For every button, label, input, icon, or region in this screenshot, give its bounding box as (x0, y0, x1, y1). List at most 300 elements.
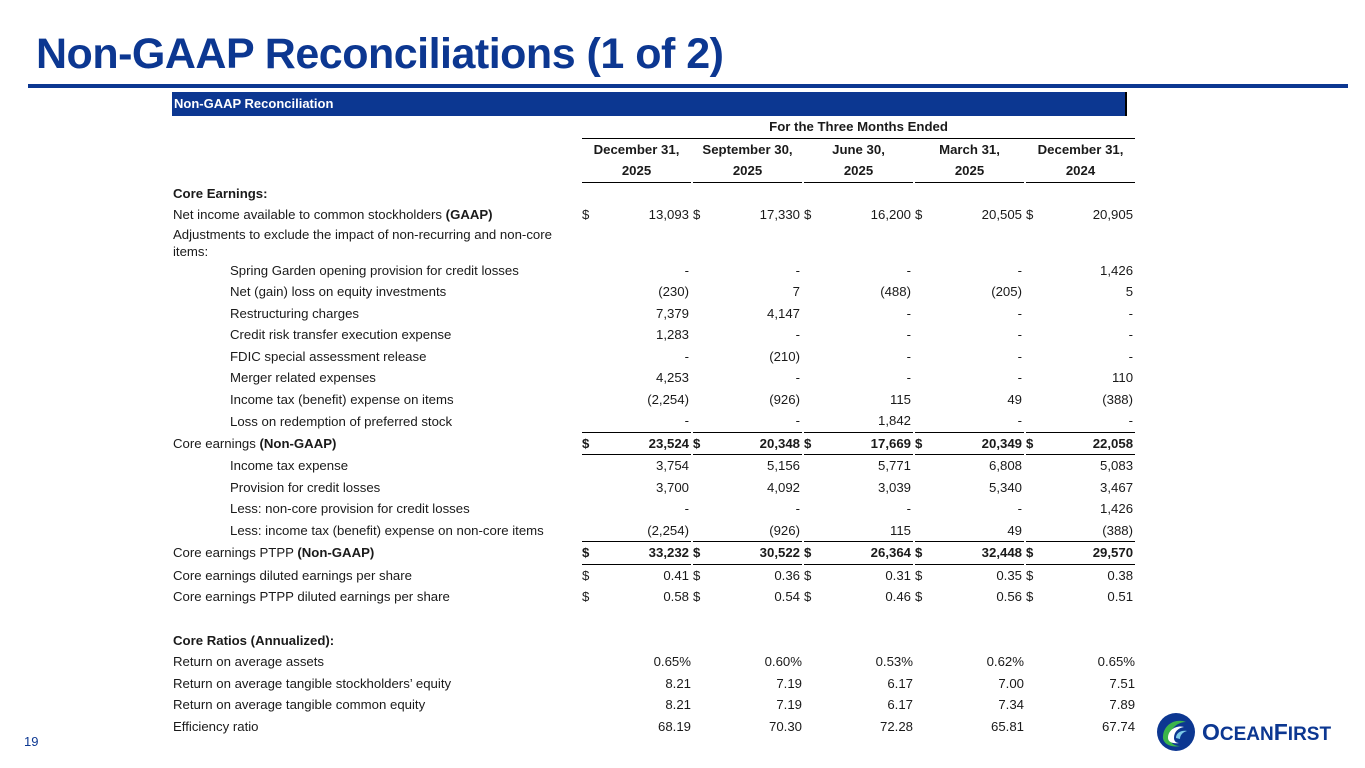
dollar-sign (915, 477, 939, 499)
row-label (172, 694, 582, 716)
row-label-text: Net income available to common stockholders (173, 207, 446, 223)
dollar-sign (804, 651, 828, 673)
dollar-sign (693, 324, 717, 346)
cell-value: 4,092 (766, 479, 800, 495)
cell-value: (388) (1102, 522, 1134, 538)
cell-value: 49 (1007, 391, 1022, 407)
dollar-sign (1026, 281, 1050, 303)
table-body (172, 116, 1135, 737)
dollar-sign (804, 324, 828, 346)
cell-value: 1,283 (655, 327, 689, 343)
cell-value: 17,669 (828, 432, 913, 455)
row-label-text: Spring Garden opening provision for credit losses (230, 262, 519, 278)
cell-value: 26,364 (828, 542, 913, 565)
dollar-sign: $ (693, 542, 717, 565)
cell-value: (2,254) (647, 391, 689, 407)
dollar-sign: $ (1026, 567, 1034, 583)
cell-value: 4,253 (655, 370, 689, 386)
row-label (172, 651, 582, 673)
column-header: September 30, (702, 141, 793, 157)
row-label (172, 303, 582, 325)
dollar-sign (582, 260, 606, 282)
row-label (172, 564, 582, 586)
cell-value: 5,156 (766, 458, 800, 474)
page-number: 19 (24, 734, 39, 749)
logo-letter-f: F (1273, 718, 1288, 745)
row-label-text: Less: income tax (benefit) expense on non-core items (230, 523, 544, 538)
row-label-text: Credit risk transfer execution expense (230, 327, 452, 343)
cell-value: - (1017, 348, 1022, 364)
cell-value: 22,058 (1050, 432, 1135, 455)
cell-value: 7.89 (1109, 697, 1136, 713)
cell-value: 0.65% (1097, 654, 1136, 670)
cell-value: - (1017, 501, 1022, 517)
cell-value: 0.56 (996, 589, 1022, 605)
dollar-sign (915, 324, 939, 346)
cell-value: 0.62% (986, 654, 1024, 670)
dollar-sign: $ (582, 542, 606, 565)
cell-value: 3,467 (1100, 479, 1134, 495)
dollar-sign (1026, 303, 1050, 325)
adjustment-row (172, 410, 1135, 432)
dollar-sign (804, 694, 828, 716)
dollar-sign: $ (1026, 589, 1034, 605)
dollar-sign (915, 260, 939, 282)
column-header-year: 2025 (915, 160, 1024, 182)
cell-value: 23,524 (606, 432, 691, 455)
cell-value: - (684, 348, 689, 364)
page-title: Non-GAAP Reconciliations (1 of 2) (36, 30, 724, 78)
dollar-sign (804, 455, 828, 477)
cell-value: 1,842 (877, 413, 911, 429)
ratio-row (172, 694, 1135, 716)
dollar-sign (582, 716, 606, 738)
ratios-heading-label: Core Ratios (Annualized): (173, 632, 335, 648)
cell-value: - (1128, 413, 1134, 429)
dollar-sign (915, 694, 939, 716)
oceanfirst-logo (1156, 712, 1331, 752)
cell-value: 13,093 (648, 207, 689, 223)
oceanfirst-wave-icon (1156, 712, 1196, 752)
dollar-sign (693, 389, 717, 411)
ptpp-item-row (172, 477, 1135, 499)
row-label (172, 367, 582, 389)
dollar-sign (915, 389, 939, 411)
cell-value: 115 (889, 522, 911, 538)
dollar-sign (582, 477, 606, 499)
cell-value: - (1017, 413, 1022, 429)
dollar-sign (804, 346, 828, 368)
row-label (172, 432, 582, 455)
reconciliation-table-container (172, 92, 1136, 737)
dollar-sign (804, 477, 828, 499)
row-label-text: Income tax expense (230, 458, 349, 473)
column-header: December 31, (1037, 141, 1124, 157)
cell-value: 29,570 (1050, 542, 1135, 565)
column-header-row-2 (172, 160, 1135, 182)
row-label (172, 204, 582, 226)
cell-value: 70.30 (768, 718, 802, 734)
dollar-sign (915, 410, 939, 432)
dollar-sign (1026, 520, 1050, 542)
reconciliation-table (172, 116, 1135, 737)
row-label-text: Efficiency ratio (173, 718, 259, 734)
cell-value: 72.28 (879, 718, 913, 734)
cell-value: - (684, 501, 689, 517)
net-income-row (172, 204, 1135, 226)
dollar-sign (804, 389, 828, 411)
dollar-sign (915, 520, 939, 542)
dollar-sign (582, 498, 606, 520)
dollar-sign (1026, 694, 1050, 716)
dollar-sign (693, 303, 717, 325)
column-header-year: 2025 (804, 160, 913, 182)
column-header-row-1 (172, 138, 1135, 160)
dollar-sign: $ (1026, 542, 1050, 565)
cell-value: 3,700 (655, 479, 689, 495)
adjustments-label: Adjustments to exclude the impact of non-recurring and non-core items: (173, 226, 552, 259)
dollar-sign (1026, 389, 1050, 411)
cell-value: 5,340 (988, 479, 1022, 495)
cell-value: 0.53% (875, 654, 913, 670)
row-label (172, 389, 582, 411)
cell-value: (926) (769, 522, 800, 538)
cell-value: 65.81 (990, 718, 1024, 734)
dollar-sign: $ (915, 567, 923, 583)
row-label (172, 324, 582, 346)
cell-value: 5,771 (877, 458, 911, 474)
cell-value: - (1017, 262, 1022, 278)
cell-value: - (684, 262, 689, 278)
row-label (172, 542, 582, 565)
dollar-sign: $ (693, 432, 717, 455)
core-ptpp-row (172, 542, 1135, 565)
row-label (172, 346, 582, 368)
dollar-sign (804, 367, 828, 389)
core-earnings-heading-label: Core Earnings: (173, 185, 268, 201)
dollar-sign (693, 367, 717, 389)
row-label (172, 673, 582, 695)
cell-value: 5,083 (1100, 458, 1134, 474)
ratios-heading (172, 630, 1135, 652)
dollar-sign (915, 716, 939, 738)
row-label (172, 716, 582, 738)
cell-value: 7.34 (998, 697, 1024, 713)
row-label-text: Core earnings (173, 435, 260, 451)
cell-value: 0.46 (885, 589, 911, 605)
title-divider (28, 84, 1348, 88)
adjustments-label-row (172, 226, 1135, 260)
table-band-title: Non-GAAP Reconciliation (172, 92, 1127, 116)
adjustment-row (172, 367, 1135, 389)
cell-value: - (795, 501, 800, 517)
dollar-sign (915, 673, 939, 695)
dollar-sign: $ (693, 589, 701, 605)
row-label-bold: (GAAP) (445, 207, 493, 223)
dollar-sign: $ (693, 207, 701, 223)
row-label-bold: (Non-GAAP) (297, 545, 375, 561)
dollar-sign: $ (582, 432, 606, 455)
dollar-sign (582, 410, 606, 432)
cell-value: 1,426 (1100, 501, 1134, 517)
dollar-sign (804, 673, 828, 695)
dollar-sign: $ (582, 207, 590, 223)
dollar-sign (1026, 324, 1050, 346)
ptpp-diluted-eps-row (172, 586, 1135, 608)
diluted-eps-row (172, 564, 1135, 586)
cell-value: - (1128, 327, 1134, 343)
row-label (172, 498, 582, 520)
row-label-text: Return on average assets (173, 654, 325, 670)
dollar-sign: $ (582, 567, 590, 583)
cell-value: - (795, 262, 800, 278)
cell-value: 16,200 (870, 207, 911, 223)
row-label (172, 520, 582, 542)
cell-value: 115 (889, 391, 911, 407)
row-label-text: Loss on redemption of preferred stock (230, 413, 453, 429)
row-label (172, 410, 582, 432)
cell-value: 7.19 (776, 675, 802, 691)
dollar-sign (804, 303, 828, 325)
cell-value: (926) (769, 391, 800, 407)
dollar-sign (1026, 260, 1050, 282)
logo-letters-irst: IRST (1287, 723, 1332, 745)
dollar-sign (1026, 716, 1050, 738)
dollar-sign (582, 520, 606, 542)
dollar-sign: $ (693, 567, 701, 583)
cell-value: 0.41 (663, 567, 689, 583)
adjustment-row (172, 303, 1135, 325)
dollar-sign (582, 455, 606, 477)
dollar-sign (915, 651, 939, 673)
dollar-sign: $ (915, 589, 923, 605)
dollar-sign (1026, 367, 1050, 389)
dollar-sign (582, 673, 606, 695)
cell-value: 3,754 (655, 458, 689, 474)
ratio-row (172, 716, 1135, 738)
adjustment-row (172, 260, 1135, 282)
spacer-row (172, 608, 1135, 630)
dollar-sign: $ (804, 542, 828, 565)
dollar-sign (804, 260, 828, 282)
cell-value: 0.54 (774, 589, 800, 605)
cell-value: - (906, 370, 911, 386)
row-label-text: Core earnings PTPP diluted earnings per share (173, 589, 450, 605)
dollar-sign: $ (915, 432, 939, 455)
row-label (172, 477, 582, 499)
logo-letter-o: O (1202, 718, 1220, 745)
ptpp-item-row (172, 498, 1135, 520)
cell-value: 7.19 (776, 697, 802, 713)
dollar-sign (1026, 346, 1050, 368)
dollar-sign: $ (915, 207, 923, 223)
cell-value: 5 (1125, 284, 1134, 300)
cell-value: 68.19 (657, 718, 691, 734)
column-header: June 30, (832, 141, 885, 157)
dollar-sign (804, 410, 828, 432)
dollar-sign: $ (804, 589, 812, 605)
row-label-text: FDIC special assessment release (230, 348, 427, 364)
dollar-sign (693, 346, 717, 368)
cell-value: - (1017, 327, 1022, 343)
dollar-sign (693, 716, 717, 738)
dollar-sign (915, 303, 939, 325)
cell-value: - (906, 327, 911, 343)
dollar-sign (582, 324, 606, 346)
adjustment-row (172, 281, 1135, 303)
dollar-sign: $ (915, 542, 939, 565)
dollar-sign (582, 367, 606, 389)
cell-value: 0.58 (663, 589, 689, 605)
cell-value: - (795, 327, 800, 343)
dollar-sign (915, 281, 939, 303)
dollar-sign (693, 651, 717, 673)
row-label-text: Merger related expenses (230, 370, 376, 386)
dollar-sign (693, 281, 717, 303)
dollar-sign (1026, 455, 1050, 477)
adjustment-row (172, 389, 1135, 411)
cell-value: - (795, 413, 800, 429)
cell-value: 0.51 (1107, 589, 1134, 605)
cell-value: 20,505 (981, 207, 1022, 223)
ptpp-item-row (172, 520, 1135, 542)
dollar-sign (582, 389, 606, 411)
dollar-sign (1026, 651, 1050, 673)
dollar-sign (582, 694, 606, 716)
row-label-text: Core earnings diluted earnings per share (173, 567, 412, 583)
dollar-sign (804, 716, 828, 738)
dollar-sign: $ (1026, 432, 1050, 455)
dollar-sign: $ (582, 589, 590, 605)
cell-value: 7.51 (1109, 675, 1136, 691)
cell-value: (2,254) (647, 522, 689, 538)
cell-value: 30,522 (717, 542, 802, 565)
cell-value: - (684, 413, 689, 429)
cell-value: 17,330 (759, 207, 800, 223)
column-header-year: 2025 (582, 160, 691, 182)
cell-value: 0.36 (774, 567, 800, 583)
cell-value: 7,379 (655, 305, 689, 321)
dollar-sign (915, 498, 939, 520)
cell-value: (205) (991, 284, 1022, 300)
cell-value: (230) (658, 284, 689, 300)
dollar-sign (582, 651, 606, 673)
cell-value: - (906, 348, 911, 364)
dollar-sign (1026, 673, 1050, 695)
row-label (172, 455, 582, 477)
dollar-sign: $ (1026, 207, 1034, 223)
cell-value: - (906, 501, 911, 517)
column-header-year: 2025 (693, 160, 802, 182)
span-header-row (172, 116, 1135, 138)
cell-value: 8.21 (665, 675, 691, 691)
adjustment-row (172, 346, 1135, 368)
dollar-sign (693, 520, 717, 542)
dollar-sign (693, 498, 717, 520)
cell-value: 33,232 (606, 542, 691, 565)
cell-value: - (906, 262, 911, 278)
row-label (172, 281, 582, 303)
dollar-sign (1026, 477, 1050, 499)
cell-value: 110 (1112, 370, 1134, 386)
cell-value: 4,147 (766, 305, 800, 321)
core-earnings-row (172, 432, 1135, 455)
cell-value: 20,348 (717, 432, 802, 455)
cell-value: (210) (769, 348, 800, 364)
span-header: For the Three Months Ended (582, 116, 1135, 138)
row-label-text: Income tax (benefit) expense on items (230, 391, 454, 407)
core-earnings-heading (172, 182, 1135, 204)
dollar-sign (693, 410, 717, 432)
cell-value: - (1017, 305, 1022, 321)
row-label (172, 586, 582, 608)
dollar-sign: $ (804, 207, 812, 223)
cell-value: 6.17 (887, 697, 913, 713)
dollar-sign (693, 694, 717, 716)
logo-letters-cean: CEAN (1219, 723, 1274, 745)
cell-value: 0.38 (1107, 567, 1134, 583)
column-header: December 31, (593, 141, 680, 157)
logo-wordmark (1202, 719, 1331, 746)
dollar-sign (582, 346, 606, 368)
column-header-year: 2024 (1026, 160, 1135, 182)
row-label-text: Return on average tangible common equity (173, 697, 426, 713)
row-label-text: Less: non-core provision for credit losses (230, 501, 470, 517)
dollar-sign (915, 455, 939, 477)
dollar-sign (1026, 498, 1050, 520)
row-label-text: Provision for credit losses (230, 479, 381, 495)
dollar-sign (693, 477, 717, 499)
cell-value: (388) (1102, 391, 1134, 407)
dollar-sign (915, 367, 939, 389)
cell-value: 1,426 (1100, 262, 1134, 278)
dollar-sign (1026, 410, 1050, 432)
dollar-sign (804, 520, 828, 542)
dollar-sign (804, 281, 828, 303)
cell-value: - (1017, 370, 1022, 386)
ratio-row (172, 651, 1135, 673)
dollar-sign (915, 346, 939, 368)
cell-value: 0.65% (653, 654, 691, 670)
cell-value: 3,039 (877, 479, 911, 495)
column-header: March 31, (939, 141, 1000, 157)
dollar-sign (804, 498, 828, 520)
cell-value: - (1128, 348, 1134, 364)
adjustment-row (172, 324, 1135, 346)
cell-value: 0.60% (764, 654, 802, 670)
row-label-bold: (Non-GAAP) (259, 435, 337, 451)
cell-value: 0.35 (996, 567, 1022, 583)
dollar-sign: $ (804, 567, 812, 583)
cell-value: - (906, 305, 911, 321)
cell-value: 7.00 (998, 675, 1024, 691)
cell-value: 49 (1007, 522, 1022, 538)
cell-value: 67.74 (1102, 718, 1136, 734)
row-label-text: Return on average tangible stockholders’ equity (173, 675, 452, 691)
cell-value: - (795, 370, 800, 386)
dollar-sign (582, 303, 606, 325)
cell-value: 7 (792, 284, 800, 300)
cell-value: 8.21 (665, 697, 691, 713)
cell-value: 20,349 (939, 432, 1024, 455)
ptpp-item-row (172, 455, 1135, 477)
dollar-sign: $ (804, 432, 828, 455)
cell-value: 0.31 (885, 567, 911, 583)
row-label (172, 260, 582, 282)
cell-value: 32,448 (939, 542, 1024, 565)
cell-value: 6.17 (887, 675, 913, 691)
cell-value: - (1128, 305, 1134, 321)
